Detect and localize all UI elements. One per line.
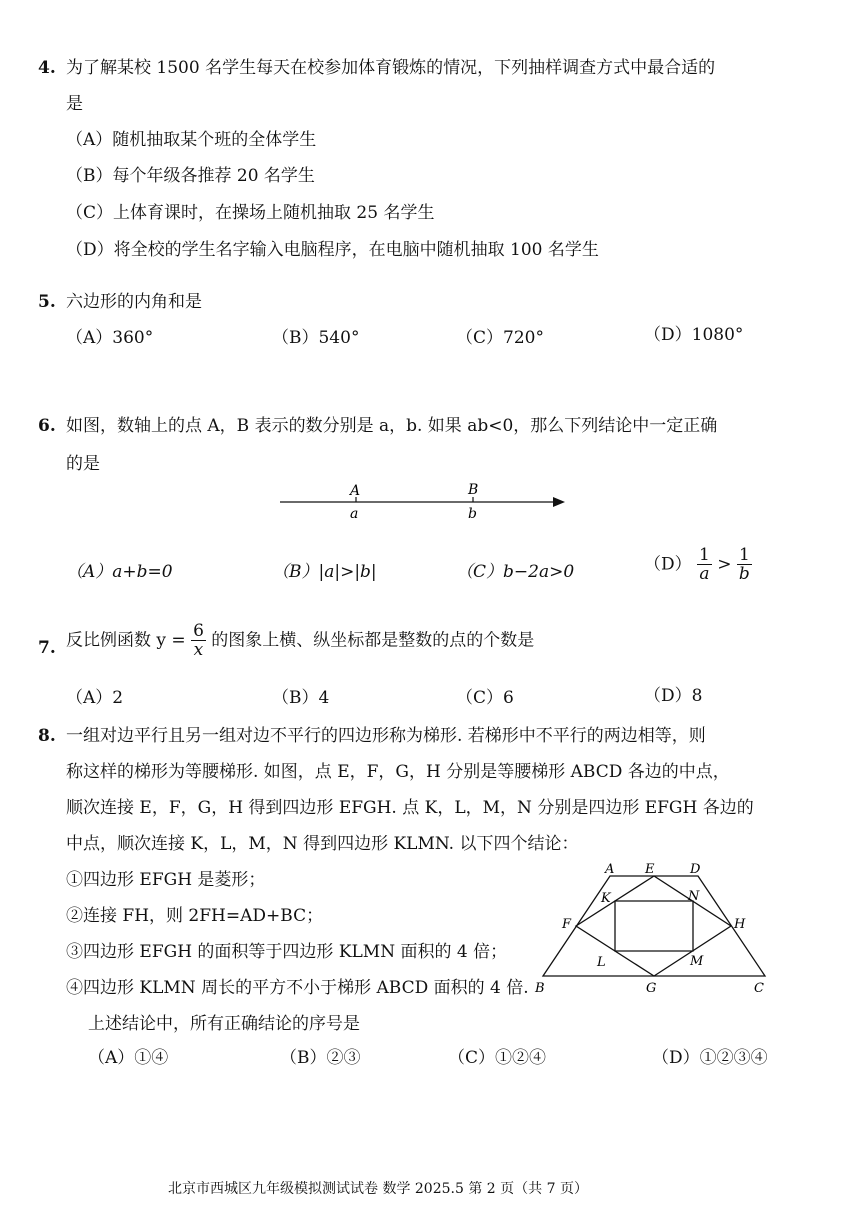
- q8-line-3: 顺次连接 E，F，G，H 得到四边形 EFGH. 点 K，L，M，N 分别是四边形 EFGH 各边的: [66, 798, 754, 818]
- q5-option-d: （D）1080°: [644, 325, 744, 345]
- label-G: G: [646, 981, 657, 996]
- q8-conclusion-2: ②连接 FH，则 2FH=AD+BC；: [66, 906, 324, 926]
- q5-stem: 六边形的内角和是: [66, 292, 202, 312]
- value-a-label: a: [350, 506, 359, 522]
- q5-option-c: （C）720°: [456, 328, 544, 348]
- label-H: H: [734, 917, 746, 932]
- q6-option-d: [644, 546, 752, 583]
- q6-option-d-operator: >: [717, 554, 732, 575]
- q8-conclusion-1: ①四边形 EFGH 是菱形；: [66, 870, 266, 890]
- q4-option-d: （D）将全校的学生名字输入电脑程序，在电脑中随机抽取 100 名学生: [66, 240, 599, 260]
- q6-stem-line2: 的是: [66, 454, 100, 474]
- label-A: A: [605, 862, 615, 877]
- q6-number: 6.: [38, 416, 56, 436]
- q8-summary: 上述结论中，所有正确结论的序号是: [88, 1014, 360, 1034]
- q5-number: 5.: [38, 292, 56, 312]
- label-N: N: [688, 889, 700, 904]
- label-D: D: [690, 862, 701, 877]
- q6-option-a: （A）a+b=0: [66, 562, 173, 582]
- q7-fraction: $\frac{6}{x}$: [193, 621, 204, 660]
- q8-option-a: （A）①④: [88, 1048, 169, 1068]
- trapezoid-figure: [525, 858, 785, 1000]
- q6-option-d-frac2: $\frac{1}{b}$: [738, 545, 750, 584]
- q4-option-a: （A）随机抽取某个班的全体学生: [66, 130, 317, 150]
- q8-conclusion-4: ④四边形 KLMN 周长的平方不小于梯形 ABCD 面积的 4 倍.: [66, 978, 529, 998]
- value-b-label: b: [468, 506, 477, 522]
- point-b-label: B: [468, 482, 479, 498]
- point-a-label: A: [350, 483, 361, 499]
- q5-option-b: （B）540°: [272, 328, 360, 348]
- q4-stem-line2: 是: [66, 94, 83, 114]
- q7-option-b: （B）4: [272, 688, 330, 708]
- q7-stem-prefix: 反比例函数 y =: [66, 630, 186, 651]
- q8-conclusion-3: ③四边形 EFGH 的面积等于四边形 KLMN 面积的 4 倍；: [66, 942, 508, 962]
- page-footer: 北京市西城区九年级模拟测试试卷 数学 2025.5 第 2 页（共 7 页）: [168, 1181, 588, 1197]
- label-B: B: [535, 981, 545, 996]
- q7-option-c: （C）6: [456, 688, 514, 708]
- q4-stem-line1: 为了解某校 1500 名学生每天在校参加体育锻炼的情况，下列抽样调查方式中最合适的: [66, 58, 716, 78]
- q8-line-2: 称这样的梯形为等腰梯形. 如图，点 E，F，G，H 分别是等腰梯形 ABCD 各边的中点，: [66, 762, 730, 782]
- q5-option-a: （A）360°: [66, 328, 154, 348]
- label-F: F: [562, 917, 572, 932]
- label-C: C: [754, 981, 764, 996]
- q6-stem-line1: 如图，数轴上的点 A，B 表示的数分别是 a，b. 如果 ab<0，那么下列结论中一定正确: [66, 416, 718, 436]
- q6-option-d-prefix: （D）: [644, 554, 692, 575]
- q4-number: 4.: [38, 58, 56, 78]
- number-line-figure: [270, 478, 580, 526]
- q6-option-b: （B）|a|>|b|: [272, 562, 377, 582]
- q7-option-a: （A）2: [66, 688, 124, 708]
- label-M: M: [690, 954, 704, 969]
- q7-option-d: （D）8: [644, 686, 703, 706]
- q7-stem-suffix: 的图象上横、纵坐标都是整数的点的个数是: [211, 630, 535, 651]
- label-K: K: [601, 891, 611, 906]
- q8-line-4: 中点，顺次连接 K，L，M，N 得到四边形 KLMN. 以下四个结论：: [66, 834, 579, 854]
- q8-line-1: 一组对边平行且另一组对边不平行的四边形称为梯形. 若梯形中不平行的两边相等，则: [66, 726, 706, 746]
- label-E: E: [645, 862, 655, 877]
- q7-stem: [66, 622, 534, 659]
- q4-option-b: （B）每个年级各推荐 20 名学生: [66, 166, 315, 186]
- q4-option-c: （C）上体育课时，在操场上随机抽取 25 名学生: [66, 203, 435, 223]
- q8-number: 8.: [38, 726, 56, 746]
- label-L: L: [597, 955, 606, 970]
- q6-option-c: （C）b−2a>0: [456, 562, 575, 582]
- q8-option-d: （D）①②③④: [652, 1048, 768, 1068]
- q8-option-c: （C）①②④: [448, 1048, 547, 1068]
- q7-number: 7.: [38, 638, 56, 658]
- q8-option-b: （B）②③: [280, 1048, 361, 1068]
- q6-option-d-frac1: $\frac{1}{a}$: [699, 545, 710, 584]
